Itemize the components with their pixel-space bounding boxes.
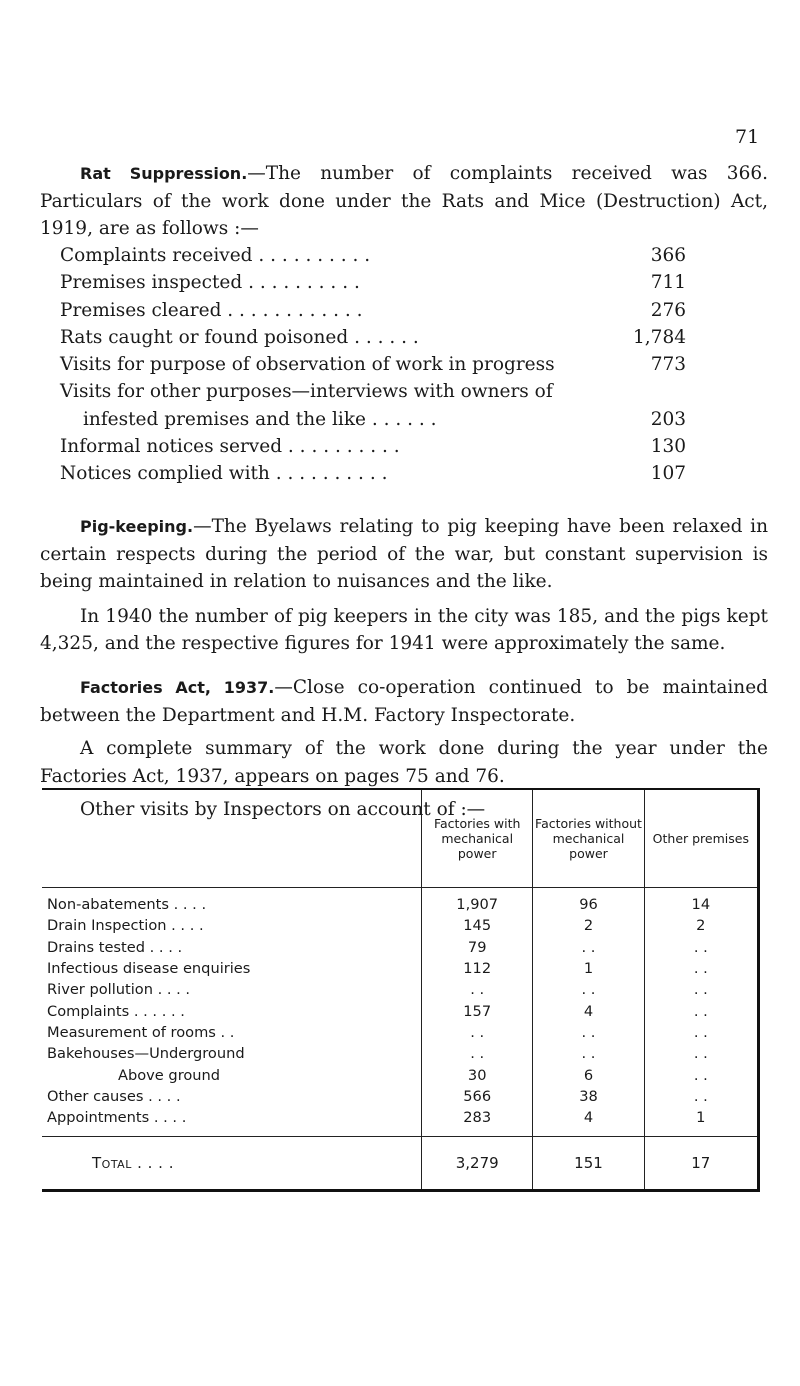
list-item: Notices complied with . . . . . . . . . . 107: [60, 463, 686, 485]
rat-intro-text: —The number of complaints received was 366. Particulars of the work done under the Rats and Mice (Destruction) Act, 1919, are as follows :—: [40, 163, 768, 239]
list-item: Premises inspected . . . . . . . . . . 711: [60, 272, 686, 294]
table-row: Complaints . . . . . . 157 4 . .: [42, 1000, 759, 1021]
header-factories-mechanical: Factories with mechanical power: [422, 789, 533, 888]
table-row: Appointments . . . . 283 4 1: [42, 1107, 759, 1137]
rat-heading: Rat Suppression.: [80, 164, 248, 183]
list-item: Informal notices served . . . . . . . . . . 130: [60, 436, 686, 458]
header-blank: [42, 789, 422, 888]
list-item: Rats caught or found poisoned . . . . . . 1,784: [60, 326, 686, 348]
page-number: 71: [735, 126, 760, 148]
factories-heading: Factories Act, 1937.: [80, 678, 275, 697]
table-row: River pollution . . . . . . . . . .: [42, 979, 759, 1000]
pig-section: [40, 513, 768, 658]
list-item: infested premises and the like . . . . . . 203: [83, 408, 686, 430]
rat-figures-list: [60, 242, 686, 488]
factories-paragraph-1: —Close co-operation continued to be maintained between the Department and H.M. Factory Inspectorate.: [40, 677, 769, 726]
table-row: Drains tested . . . . 79 . . . .: [42, 937, 759, 958]
header-factories-non-mechanical: Factories without mechanical power: [533, 789, 644, 888]
pig-paragraph-2: In 1940 the number of pig keepers in the city was 185, and the pigs kept 4,325, and the respective figures for 1941 were approximately the same.: [40, 605, 768, 654]
list-item: Visits for purpose of observation of work in progress 773: [60, 354, 686, 376]
factories-paragraph-3: Other visits by Inspectors on account of :—: [80, 799, 486, 820]
table-row: Infectious disease enquiries 112 1 . .: [42, 958, 759, 979]
table-row: Above ground 30 6 . .: [42, 1064, 759, 1085]
list-item: Complaints received . . . . . . . . . . 366: [60, 245, 686, 266]
table-row: Measurement of rooms . . . . . . . .: [42, 1022, 759, 1043]
table-row: Bakehouses—Underground . . . . . .: [42, 1043, 759, 1064]
header-other-premises: Other premises: [644, 789, 758, 888]
total-non-mechanical: 151: [533, 1137, 644, 1191]
total-other: 17: [644, 1137, 758, 1191]
table-row: Non-abatements . . . . 1,907 96 14: [42, 888, 759, 916]
inspector-visits-table: [42, 788, 760, 1192]
total-mechanical: 3,279: [422, 1137, 533, 1191]
list-item: Premises cleared . . . . . . . . . . . . 276: [60, 299, 686, 321]
table-total-row: [42, 1137, 759, 1191]
table-header-row: [42, 789, 759, 888]
factories-paragraph-2: A complete summary of the work done during the year under the Factories Act, 1937, appears on pages 75 and 76.: [40, 738, 768, 787]
pig-paragraph-1: —The Byelaws relating to pig keeping have been relaxed in certain respects during the period of the war, but constant supervision is being maintained in relation to nuisances and the like.: [40, 516, 768, 592]
pig-heading: Pig-keeping.: [80, 517, 194, 536]
total-label: Total . . . .: [42, 1137, 422, 1191]
list-item: Visits for other purposes—interviews with owners of: [60, 381, 553, 403]
table-row: Other causes . . . . 566 38 . .: [42, 1086, 759, 1107]
table-row: Drain Inspection . . . . 145 2 2: [42, 915, 759, 936]
rat-intro: [40, 160, 768, 243]
